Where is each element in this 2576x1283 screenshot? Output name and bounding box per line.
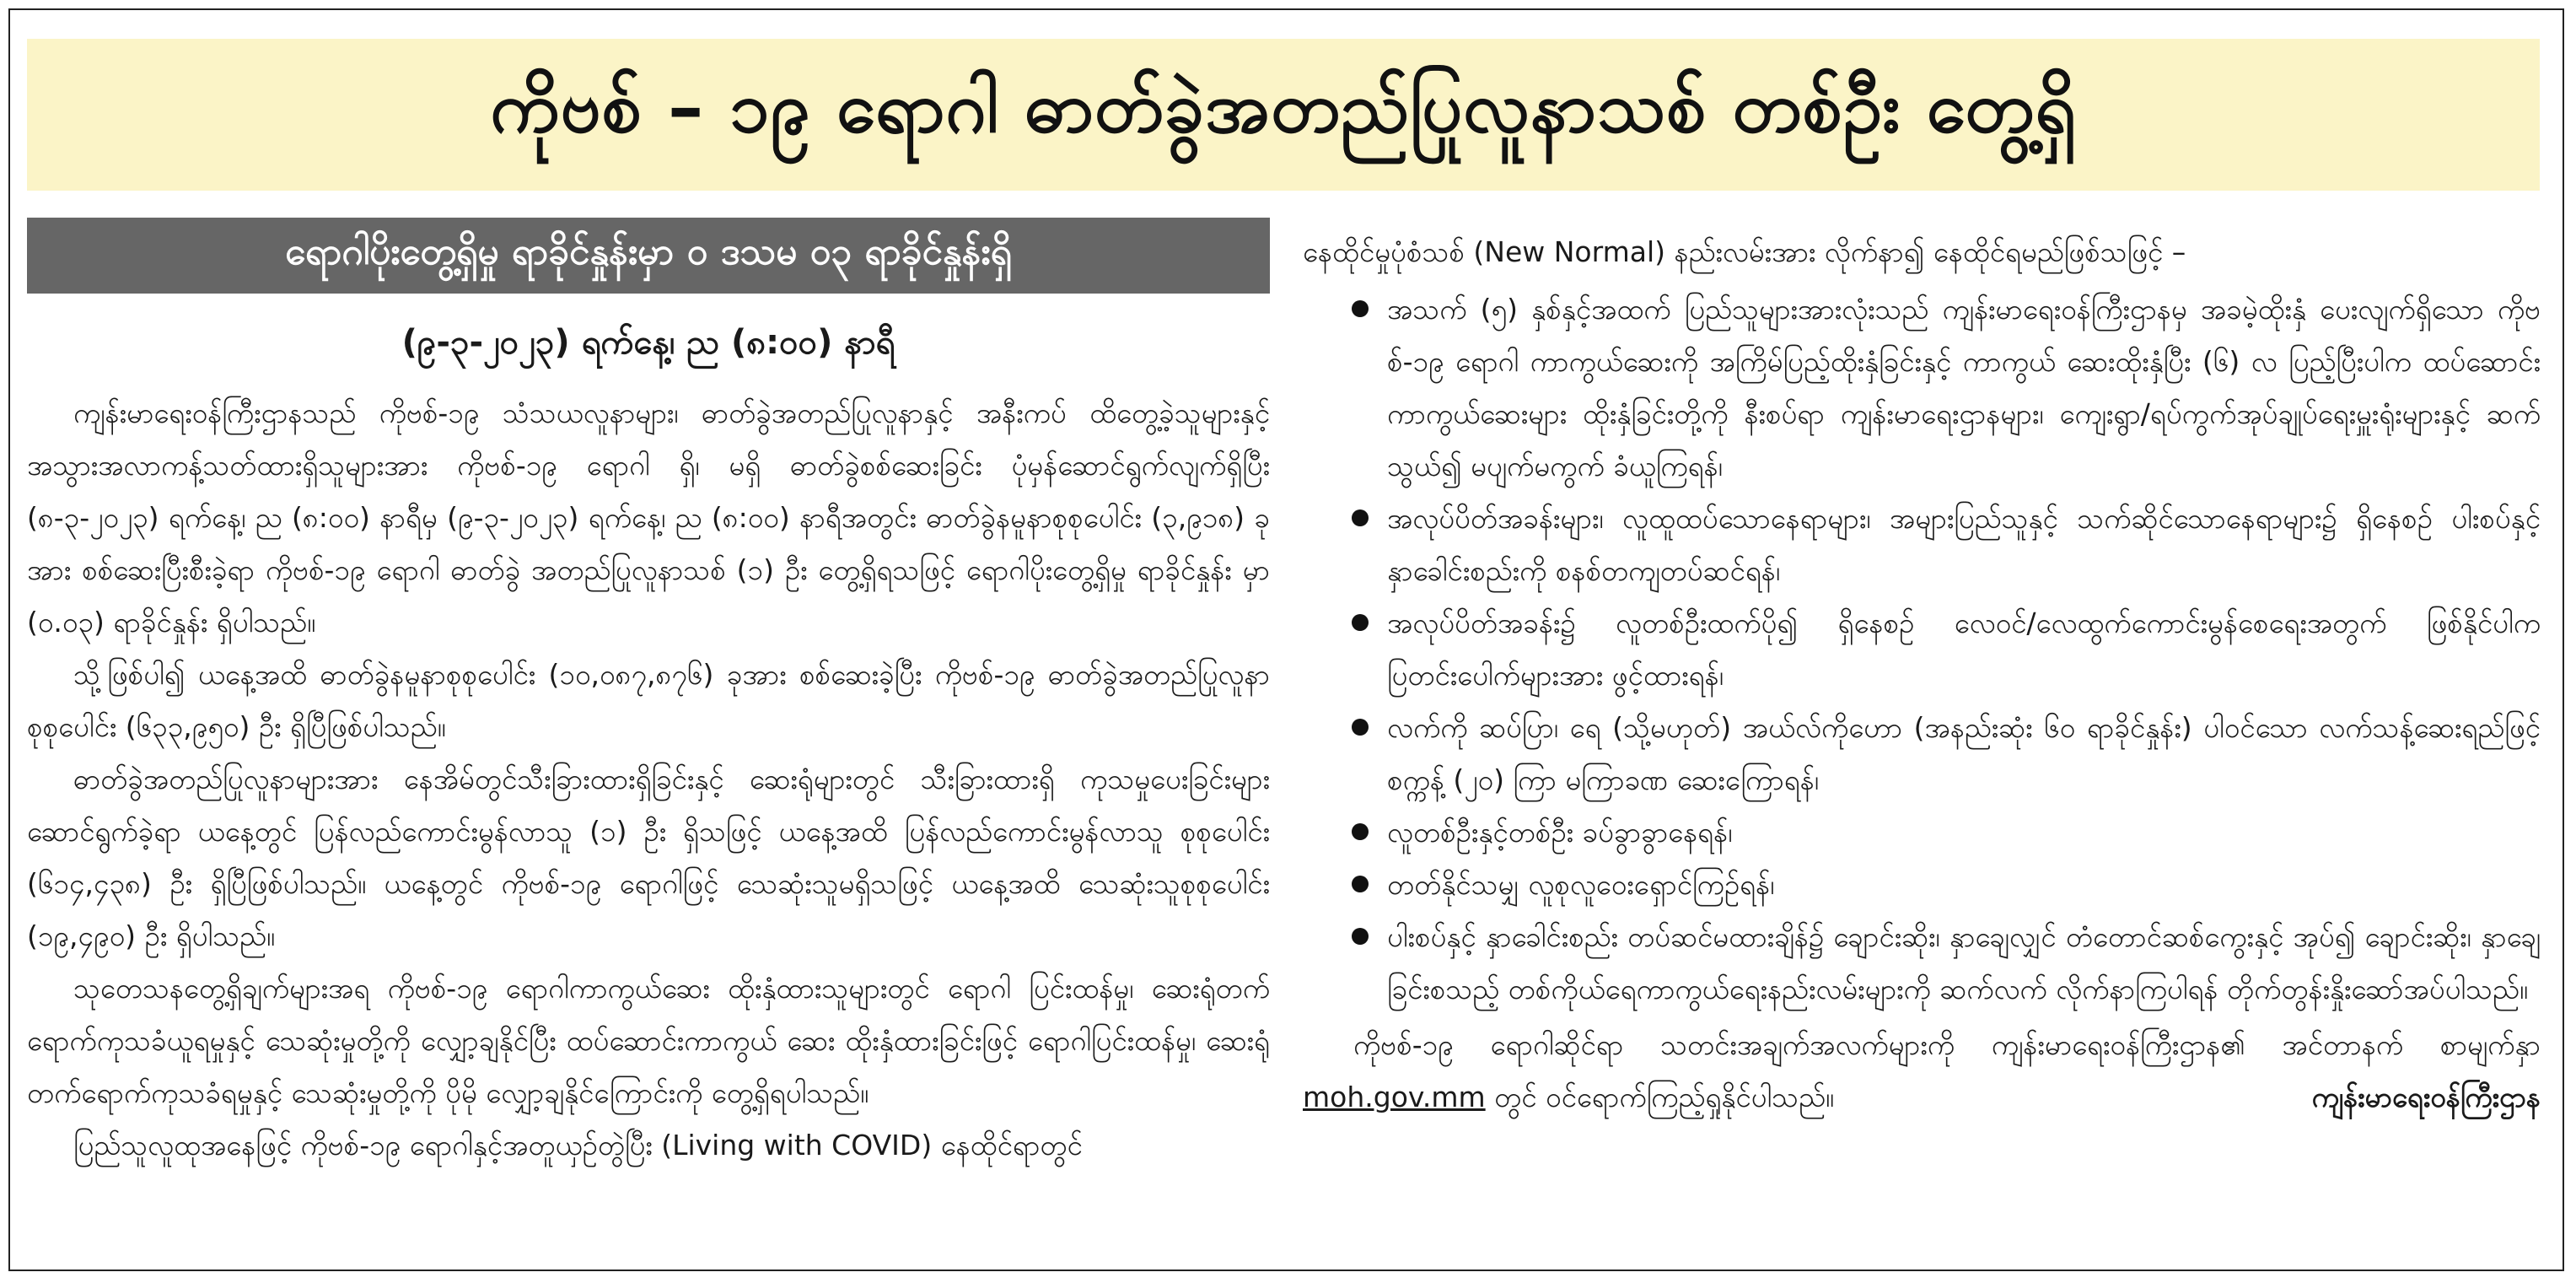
bullet-icon [1352,876,1369,892]
bullet-icon [1352,928,1369,945]
list-item-text: အလုပ်ပိတ်အခန်းများ၊ လူထူထပ်သောနေရာများ၊ အများပြည်သူနှင့် သက်ဆိုင်သောနေရာများ၌ ရှိနေစဉ် ပါးစပ်နှင့် နှာခေါင်းစည်းကို စနစ်တကျတပ်ဆင်ရန်၊ [1387,502,2541,587]
closing-text-start: ကိုဗစ်-၁၉ ရောဂါဆိုင်ရာ သတင်းအချက်အလက်များကို ကျန်းမာရေးဝန်ကြီးဌာန၏ အင်တာနက် စာမျက်နှာ [1353,1028,2541,1061]
left-column [27,218,1270,1172]
positivity-banner-text: ရောဂါပိုးတွေ့ရှိမှု ရာခိုင်နှုန်းမှာ ၀ ဒသမ ၀၃ ရာခိုင်နှုန်းရှိ [285,230,1012,273]
list-item-text: အသက် (၅) နှစ်နှင့်အထက် ပြည်သူများအားလုံးသည် ကျန်းမာရေးဝန်ကြီးဌာနမှ အခမဲ့ထိုးနှံ ပေးလျက်ရှိသော ကိုဗစ်-၁၉ ရောဂါ ကာကွယ်ဆေးကို အကြိမ်ပြည့်ထိုးနှံခြင်းနှင့် ကာကွယ် ဆေးထိုးနှံပြီး (၆) လ ပြည့်ပြီးပါက ထပ်ဆောင်းကာကွယ်ဆေးများ ထိုးနှံခြင်းတို့ကို နီးစပ်ရာ ကျန်းမာရေးဌာနများ၊ ကျေးရွာ/ရပ်ကွက်အုပ်ချုပ်ရေးမှူးရုံးများနှင့် ဆက်သွယ်၍ မပျက်မကွက် ခံယူကြရန်၊ [1387,293,2541,482]
list-item [1303,806,2541,859]
list-item-text: တတ်နိုင်သမျှ လူစုလူဝေးရှောင်ကြဉ်ရန်၊ [1387,868,1775,901]
paragraph-recovery: ဓာတ်ခွဲအတည်ပြုလူနာများအား နေအိမ်တွင်သီးခြားထားရှိခြင်းနှင့် ဆေးရုံများတွင် သီးခြားထားရှိ ကုသမှုပေးခြင်းများ ဆောင်ရွက်ခဲ့ရာ ယနေ့တွင် ပြန်လည်ကောင်းမွန်လာသူ (၁) ဦး ရှိသဖြင့် ယနေ့အထိ ပြန်လည်ကောင်းမွန်လာသူ စုစုပေါင်း (၆၁၄,၄၃၈) ဦး ရှိပြီဖြစ်ပါသည်။ ယနေ့တွင် ကိုဗစ်-၁၉ ရောဂါဖြင့် သေဆုံးသူမရှိသဖြင့် ယနေ့အထိ သေဆုံးသူစုစုပေါင်း (၁၉,၄၉၀) ဦး ရှိပါသည်။ [27,763,1270,952]
right-column [1303,218,2541,1124]
paragraph-testing: ကျန်းမာရေးဝန်ကြီးဌာနသည် ကိုဗစ်-၁၉ သံသယလူနာများ၊ ဓာတ်ခွဲအတည်ပြုလူနာနှင့် အနီးကပ် ထိတွေ့ခဲ့သူများနှင့် အသွားအလာကန့်သတ်ထားရှိသူများအား ကိုဗစ်-၁၉ ရောဂါ ရှိ၊ မရှိ ဓာတ်ခွဲစစ်ဆေးခြင်း ပုံမှန်ဆောင်ရွက်လျက်ရှိပြီး (၈-၃-၂၀၂၃) ရက်နေ့၊ ည (၈:၀၀) နာရီမှ (၉-၃-၂၀၂၃) ရက်နေ့၊ ည (၈:၀၀) နာရီအတွင်း ဓာတ်ခွဲနမူနာစုစုပေါင်း (၃,၉၁၈) ခုအား စစ်ဆေးပြီးစီးခဲ့ရာ ကိုဗစ်-၁၉ ရောဂါ ဓာတ်ခွဲ အတည်ပြုလူနာသစ် (၁) ဦး တွေ့ရှိရသဖြင့် ရောဂါပိုးတွေ့ရှိမှု ရာခိုင်နှုန်း မှာ (၀.၀၃) ရာခိုင်နှုန်း ရှိပါသည်။ [27,396,1270,639]
paragraph-research: သုတေသနတွေ့ရှိချက်များအရ ကိုဗစ်-၁၉ ရောဂါကာကွယ်ဆေး ထိုးနှံထားသူများတွင် ရောဂါ ပြင်းထန်မှု၊ ဆေးရုံတက်ရောက်ကုသခံယူရမှုနှင့် သေဆုံးမှုတို့ကို လျှော့ချနိုင်ပြီး ထပ်ဆောင်းကာကွယ် ဆေး ထိုးနှံထားခြင်းဖြင့် ရောဂါပြင်းထန်မှု၊ ဆေးရုံတက်ရောက်ကုသခံရမှုနှင့် သေဆုံးမှုတို့ကို ပိုမို လျှော့ချနိုင်ကြောင်းကို တွေ့ရှိရပါသည်။ [27,972,1270,1109]
closing-paragraph [1303,1019,2541,1124]
bullet-icon [1352,823,1369,840]
list-item-text: လက်ကို ဆပ်ပြာ၊ ရေ (သို့မဟုတ်) အယ်လ်ကိုဟော (အနည်းဆုံး ၆၀ ရာခိုင်နှုန်း) ပါဝင်သော လက်သန့်ဆေးရည်ဖြင့် စက္ကန့် (၂၀) ကြာ မကြာခဏ ဆေးကြောရန်၊ [1387,711,2541,796]
issuer-signature: ကျန်းမာရေးဝန်ကြီးဌာန [2311,1081,2541,1113]
bullet-icon [1352,719,1369,736]
bullet-icon [1352,509,1369,526]
headline-title: ကိုဗစ် – ၁၉ ရောဂါ ဓာတ်ခွဲအတည်ပြုလူနာသစ် တစ်ဦး တွေ့ရှိ [490,66,2077,148]
list-item [1303,283,2541,493]
list-item-text: လူတစ်ဦးနှင့်တစ်ဦး ခပ်ခွာခွာနေရန်၊ [1387,816,1733,849]
ministry-website-link[interactable]: moh.gov.mm [1303,1081,1486,1113]
list-item [1303,493,2541,597]
list-item [1303,597,2541,702]
new-normal-intro: နေထိုင်မှုပုံစံသစ် (New Normal) နည်းလမ်းအား လိုက်နာ၍ နေထိုင်ရမည်ဖြစ်သဖြင့် – [1303,235,2186,268]
closing-text-end: တွင် ဝင်ရောက်ကြည့်ရှုနိုင်ပါသည်။ [1485,1081,1834,1113]
list-item [1303,702,2541,806]
list-item-text: အလုပ်ပိတ်အခန်း၌ လူတစ်ဦးထက်ပို၍ ရှိနေစဉ် လေဝင်/လေထွက်ကောင်းမွန်စေရေးအတွက် ဖြစ်နိုင်ပါက ပြတင်းပေါက်များအား ဖွင့်ထားရန်၊ [1387,606,2541,692]
bullet-icon [1352,300,1369,317]
list-item [1303,859,2541,911]
list-item-text: ပါးစပ်နှင့် နှာခေါင်းစည်း တပ်ဆင်မထားချိန်၌ ချောင်းဆိုး၊ နှာချေလျှင် တံတောင်ဆစ်ကွေးနှင့် အုပ်၍ ချောင်းဆိုး၊ နှာချေခြင်းစသည့် တစ်ကိုယ်ရေကာကွယ်ရေးနည်းလမ်းများကို ဆက်လက် လိုက်နာကြပါရန် တိုက်တွန်းနှိုးဆော်အပ်ပါသည်။ [1387,920,2541,1005]
paragraph-totals: သို့ဖြစ်ပါ၍ ယနေ့အထိ ဓာတ်ခွဲနမူနာစုစုပေါင်း (၁၀,၀၈၇,၈၇၆) ခုအား စစ်ဆေးခဲ့ပြီး ကိုဗစ်-၁၉ ဓာတ်ခွဲအတည်ပြုလူနာ စုစုပေါင်း (၆၃၃,၉၅၀) ဦး ရှိပြီဖြစ်ပါသည်။ [27,658,1270,743]
bullet-icon [1352,614,1369,631]
positivity-banner [27,218,1270,294]
paragraph-living-with-covid: ပြည်သူလူထုအနေဖြင့် ကိုဗစ်-၁၉ ရောဂါနှင့်အတူယှဉ်တွဲပြီး (Living with COVID) နေထိုင်ရာတွင် [73,1129,1083,1162]
list-item [1303,911,2541,1016]
headline-banner [27,39,2540,191]
guidance-list [1303,283,2541,1016]
report-date: (၉-၃-၂၀၂၃) ရက်နေ့၊ ည (၈:၀၀) နာရီ [401,323,895,362]
